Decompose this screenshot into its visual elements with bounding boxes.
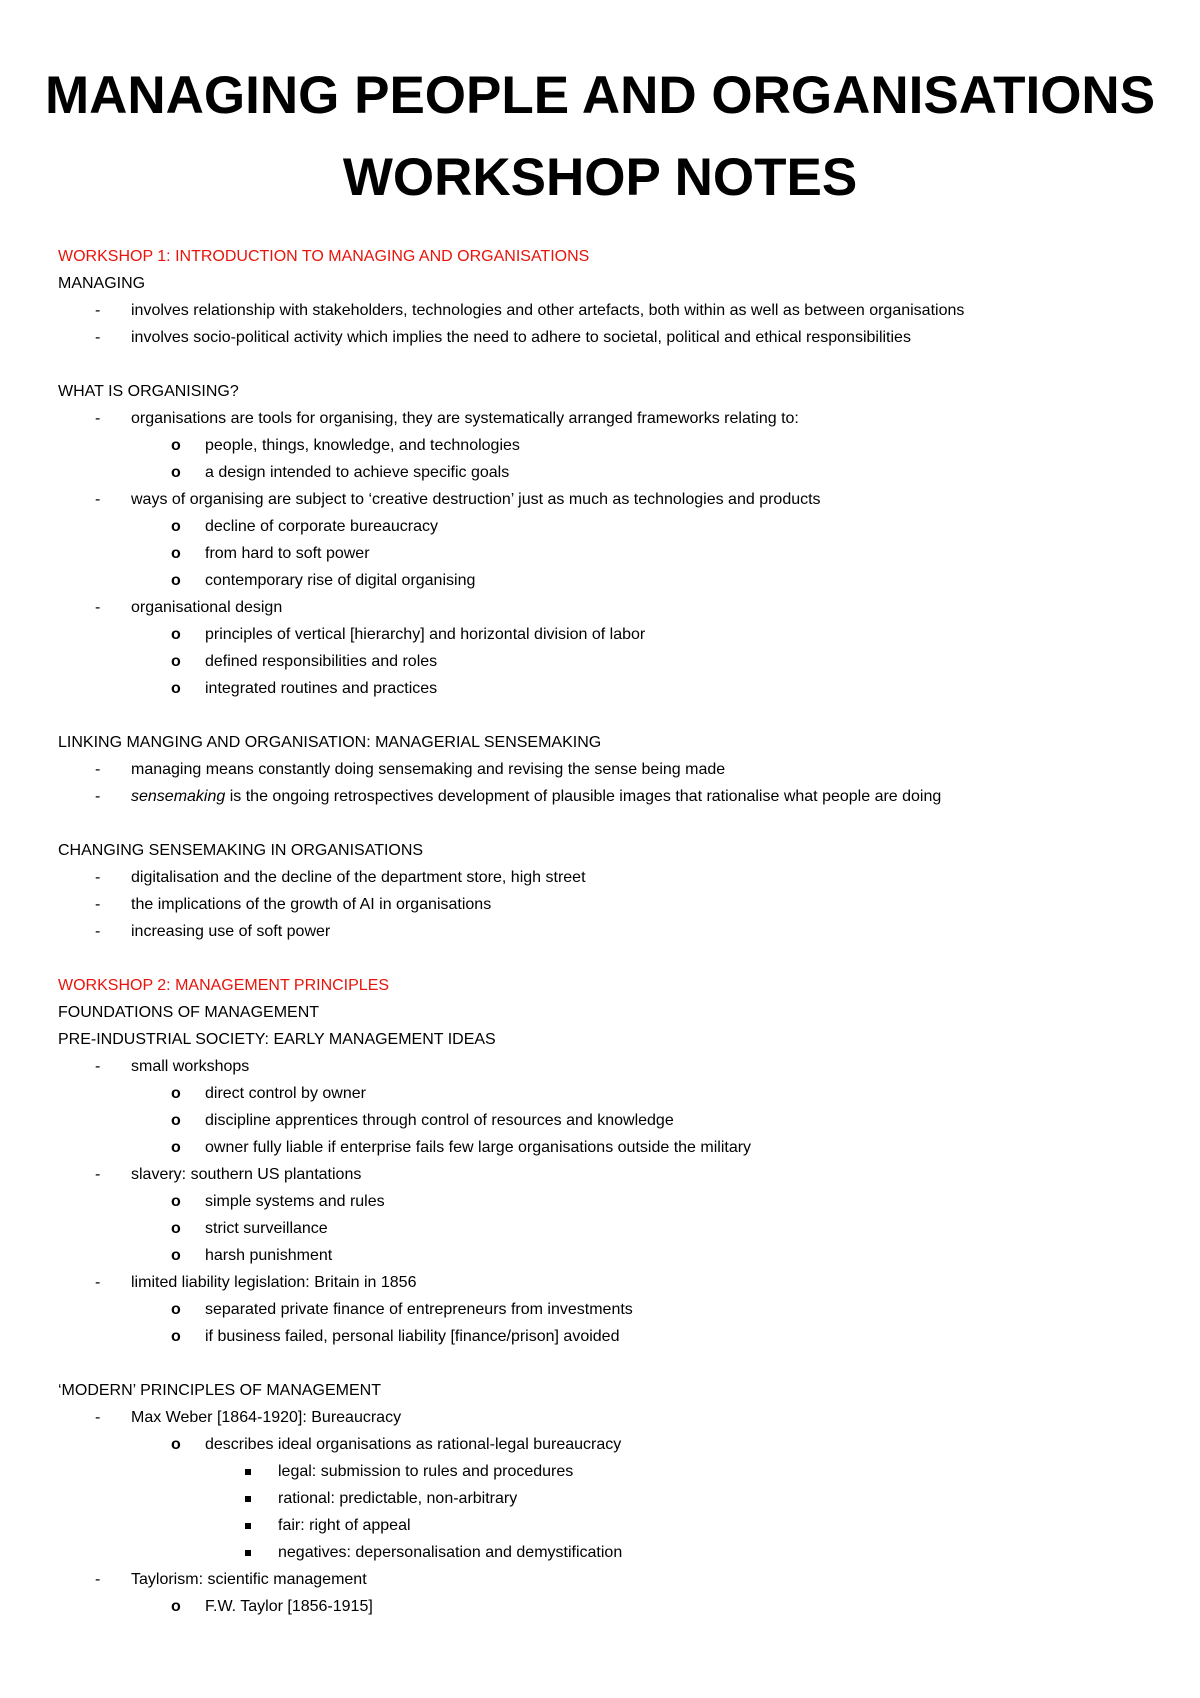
circle-marker: o [171,1598,181,1615]
circle-marker: o [171,545,181,562]
sub-list-item: o principles of vertical [hierarchy] and horizontal division of labor [58,621,1158,648]
list-item: - small workshops [58,1053,1158,1080]
sub-list-item: o decline of corporate bureaucracy [58,513,1158,540]
circle-marker: o [171,626,181,643]
dash-marker: - [95,1166,101,1183]
managing-heading: MANAGING [58,275,146,292]
sub-list-item: o integrated routines and practices [58,675,1158,702]
list-item: - organisational design [58,594,1158,621]
sub-list-item: o people, things, knowledge, and technologies [58,432,1158,459]
document-subtitle: WORKSHOP NOTES [342,148,858,207]
sub-list-item: o defined responsibilities and roles [58,648,1158,675]
modern-principles-heading: ‘MODERN’ PRINCIPLES OF MANAGEMENT [58,1382,381,1399]
circle-marker: o [171,437,181,454]
circle-marker: o [171,1085,181,1102]
list-item: - involves socio-political activity which implies the need to adhere to societal, political and ethical responsibilities [58,324,1158,351]
sub-list-item: o from hard to soft power [58,540,1158,567]
sub-list-item: o contemporary rise of digital organising [58,567,1158,594]
dash-marker: - [95,761,101,778]
sensemaking-term: sensemaking [131,788,226,805]
dash-marker: - [95,1409,101,1426]
dash-marker: - [95,329,101,346]
square-bullet-icon [245,1469,251,1475]
sub-list-item: o a design intended to achieve specific goals [58,459,1158,486]
dash-marker: - [95,1274,101,1291]
dash-marker: - [95,1571,101,1588]
circle-marker: o [171,1139,181,1156]
dash-marker: - [95,491,101,508]
sub-list-item: o discipline apprentices through control of resources and knowledge [58,1107,1158,1134]
sub-list-item: o separated private finance of entrepreneurs from investments [58,1296,1158,1323]
dash-marker: - [95,869,101,886]
list-item: - organisations are tools for organising, they are systematically arranged frameworks relating to: [58,405,1158,432]
square-bullet-icon [245,1523,251,1529]
list-item: - slavery: southern US plantations [58,1161,1158,1188]
foundations-heading: FOUNDATIONS OF MANAGEMENT [58,1004,320,1021]
circle-marker: o [171,464,181,481]
sub-sub-list-item: rational: predictable, non-arbitrary [58,1485,1158,1512]
list-item: - the implications of the growth of AI in organisations [58,891,1158,918]
sub-list-item: o describes ideal organisations as rational-legal bureaucracy [58,1431,1158,1458]
circle-marker: o [171,1112,181,1129]
document-title: MANAGING PEOPLE AND ORGANISATIONS [44,66,1156,125]
sub-sub-list-item: fair: right of appeal [58,1512,1158,1539]
preindustrial-heading: PRE-INDUSTRIAL SOCIETY: EARLY MANAGEMENT IDEAS [58,1031,496,1048]
circle-marker: o [171,680,181,697]
circle-marker: o [171,653,181,670]
notes-body [58,243,1158,1620]
circle-marker: o [171,1436,181,1453]
dash-marker: - [95,788,101,805]
list-item: - Max Weber [1864-1920]: Bureaucracy [58,1404,1158,1431]
dash-marker: - [95,599,101,616]
sub-list-item: o owner fully liable if enterprise fails few large organisations outside the military [58,1134,1158,1161]
square-bullet-icon [245,1550,251,1556]
sensemaking-heading: LINKING MANGING AND ORGANISATION: MANAGERIAL SENSEMAKING [58,734,602,751]
dash-marker: - [95,410,101,427]
sub-list-item: o if business failed, personal liability [finance/prison] avoided [58,1323,1158,1350]
organising-heading: WHAT IS ORGANISING? [58,383,239,400]
circle-marker: o [171,1220,181,1237]
circle-marker: o [171,1193,181,1210]
sub-list-item: o harsh punishment [58,1242,1158,1269]
circle-marker: o [171,572,181,589]
circle-marker: o [171,1247,181,1264]
list-item: - sensemaking is the ongoing retrospectives development of plausible images that rationalise what people are doing [58,783,1158,810]
sub-list-item: o F.W. Taylor [1856-1915] [58,1593,1158,1620]
circle-marker: o [171,1301,181,1318]
circle-marker: o [171,1328,181,1345]
sub-sub-list-item: negatives: depersonalisation and demystification [58,1539,1158,1566]
changing-sensemaking-heading: CHANGING SENSEMAKING IN ORGANISATIONS [58,842,424,859]
sub-list-item: o simple systems and rules [58,1188,1158,1215]
sub-list-item: o direct control by owner [58,1080,1158,1107]
dash-marker: - [95,302,101,319]
square-bullet-icon [245,1496,251,1502]
list-item: - managing means constantly doing sensemaking and revising the sense being made [58,756,1158,783]
list-item: - involves relationship with stakeholders, technologies and other artefacts, both within as well as between organisations [58,297,1158,324]
list-item: - Taylorism: scientific management [58,1566,1158,1593]
sub-sub-list-item: legal: submission to rules and procedures [58,1458,1158,1485]
sub-list-item: o strict surveillance [58,1215,1158,1242]
circle-marker: o [171,518,181,535]
dash-marker: - [95,923,101,940]
list-item: - limited liability legislation: Britain in 1856 [58,1269,1158,1296]
list-item: - increasing use of soft power [58,918,1158,945]
dash-marker: - [95,896,101,913]
list-item: - digitalisation and the decline of the department store, high street [58,864,1158,891]
dash-marker: - [95,1058,101,1075]
list-item: - ways of organising are subject to ‘creative destruction’ just as much as technologies and products [58,486,1158,513]
workshop-2-heading: WORKSHOP 2: MANAGEMENT PRINCIPLES [58,977,390,994]
workshop-1-heading: WORKSHOP 1: INTRODUCTION TO MANAGING AND ORGANISATIONS [58,248,590,265]
